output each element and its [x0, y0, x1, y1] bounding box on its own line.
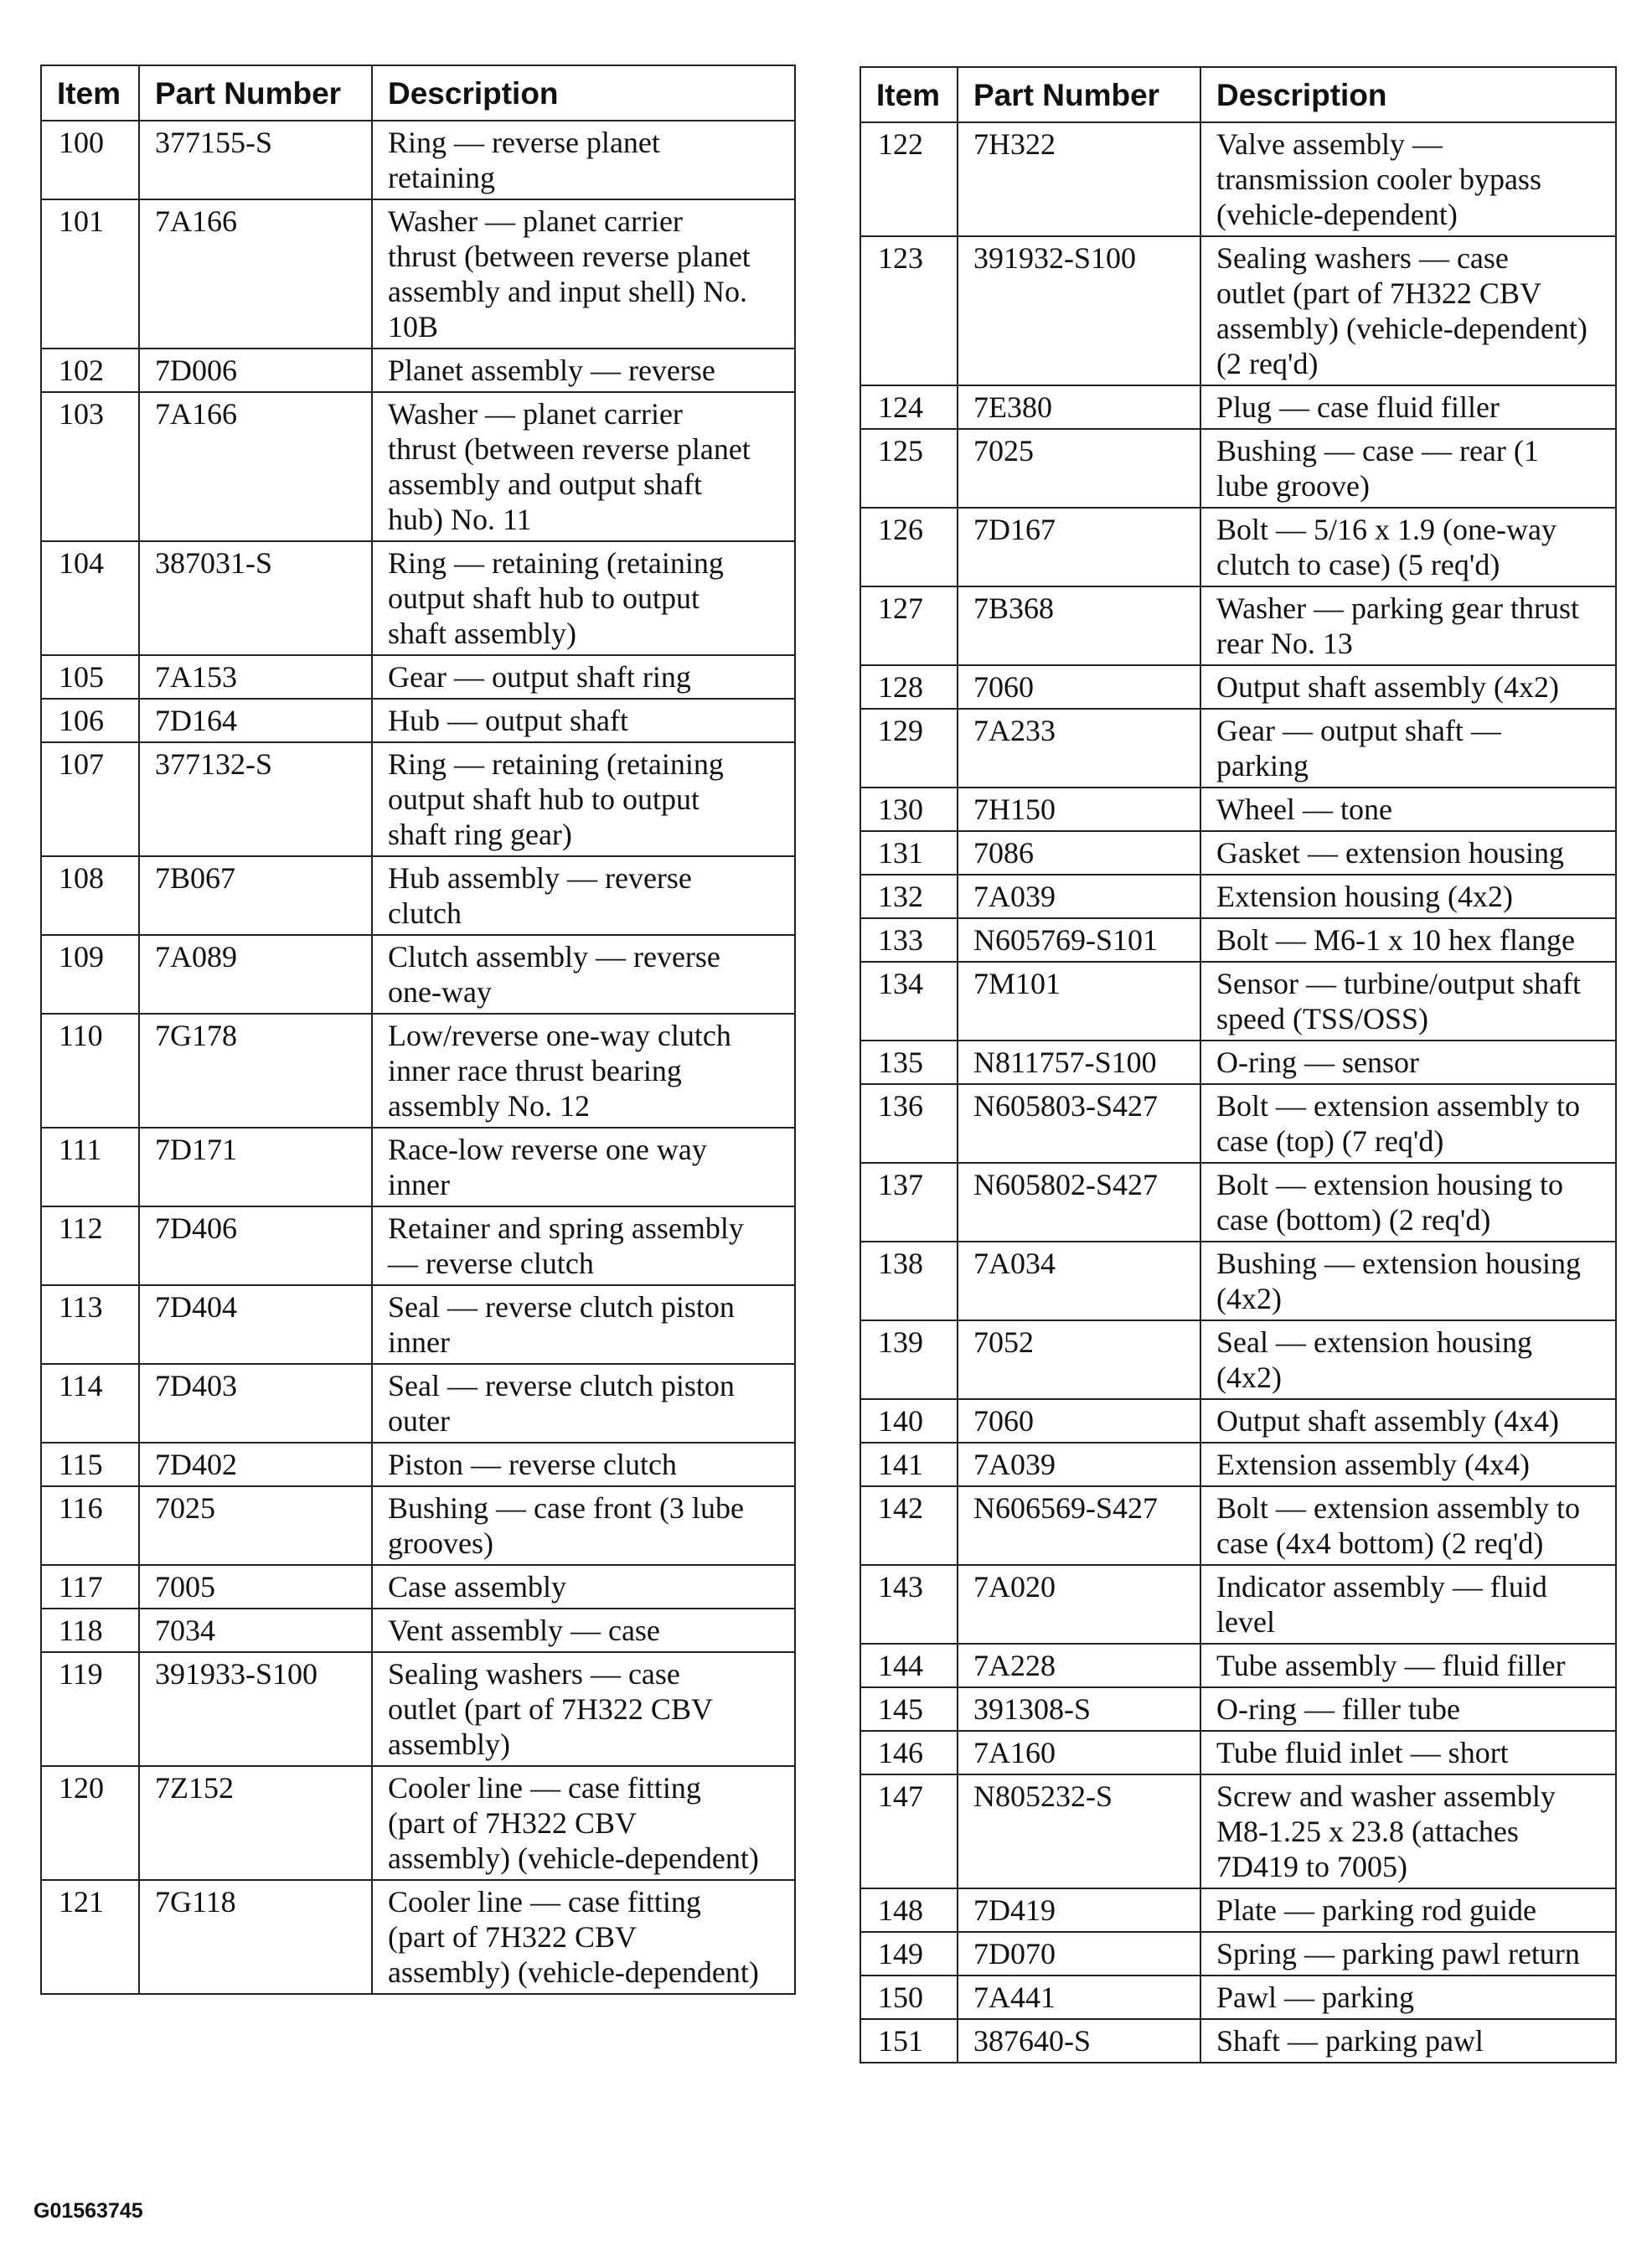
description-cell: Bolt — 5/16 x 1.9 (one-way clutch to case) (5 req'd) — [1200, 508, 1616, 586]
table-row — [860, 429, 1616, 508]
item-cell: 116 — [41, 1486, 139, 1565]
description-cell: Race-low reverse one way inner — [372, 1128, 795, 1206]
table-row — [860, 236, 1616, 385]
part-number-cell: 391308-S — [958, 1687, 1200, 1731]
part-number-cell: 7A039 — [958, 1443, 1200, 1486]
table-row — [41, 392, 795, 541]
description-cell: Bolt — extension assembly to case (top) (7 req'd) — [1200, 1084, 1616, 1163]
description-cell: Tube assembly — fluid filler — [1200, 1644, 1616, 1687]
description-cell: Tube fluid inlet — short — [1200, 1731, 1616, 1774]
description-cell: Hub assembly — reverse clutch — [372, 856, 795, 935]
description-cell: Sealing washers — case outlet (part of 7H322 CBV assembly) — [372, 1652, 795, 1766]
table-row — [41, 1652, 795, 1766]
part-number-cell: 7M101 — [958, 962, 1200, 1041]
table-row — [860, 665, 1616, 709]
table-row — [41, 1486, 795, 1565]
part-number-cell: 7G118 — [139, 1880, 372, 1994]
header-description: Description — [1200, 67, 1616, 122]
description-cell: Ring — retaining (retaining output shaft hub to output shaft assembly) — [372, 541, 795, 655]
table-row — [41, 1766, 795, 1880]
item-cell: 109 — [41, 935, 139, 1014]
description-cell: Shaft — parking pawl — [1200, 2019, 1616, 2063]
item-cell: 149 — [860, 1932, 958, 1976]
description-cell: Output shaft assembly (4x4) — [1200, 1399, 1616, 1443]
table-header-row — [860, 67, 1616, 122]
table-row — [41, 856, 795, 935]
item-cell: 110 — [41, 1014, 139, 1128]
item-cell: 107 — [41, 742, 139, 856]
part-number-cell: 7Z152 — [139, 1766, 372, 1880]
item-cell: 121 — [41, 1880, 139, 1994]
description-cell: Screw and washer assembly M8-1.25 x 23.8 (attaches 7D419 to 7005) — [1200, 1774, 1616, 1888]
part-number-cell: 7034 — [139, 1609, 372, 1652]
table-row — [41, 1364, 795, 1443]
description-cell: Bolt — extension assembly to case (4x4 bottom) (2 req'd) — [1200, 1486, 1616, 1565]
item-cell: 112 — [41, 1206, 139, 1285]
item-cell: 102 — [41, 349, 139, 392]
description-cell: Ring — reverse planet retaining — [372, 121, 795, 199]
table-row — [860, 1644, 1616, 1687]
part-number-cell: 387031-S — [139, 541, 372, 655]
part-number-cell: 7G178 — [139, 1014, 372, 1128]
header-item: Item — [860, 67, 958, 122]
table-row — [860, 1486, 1616, 1565]
item-cell: 135 — [860, 1041, 958, 1084]
part-number-cell: 7025 — [139, 1486, 372, 1565]
item-cell: 136 — [860, 1084, 958, 1163]
part-number-cell: N605769-S101 — [958, 918, 1200, 962]
part-number-cell: 7A020 — [958, 1565, 1200, 1644]
figure-code: G01563745 — [34, 2199, 143, 2223]
item-cell: 111 — [41, 1128, 139, 1206]
part-number-cell: 7D403 — [139, 1364, 372, 1443]
item-cell: 141 — [860, 1443, 958, 1486]
part-number-cell: 7A039 — [958, 875, 1200, 918]
description-cell: Bolt — M6-1 x 10 hex flange — [1200, 918, 1616, 962]
part-number-cell: 7D171 — [139, 1128, 372, 1206]
part-number-cell: N805232-S — [958, 1774, 1200, 1888]
part-number-cell: 7D404 — [139, 1285, 372, 1364]
table-row — [860, 875, 1616, 918]
part-number-cell: 7A233 — [958, 709, 1200, 788]
item-cell: 147 — [860, 1774, 958, 1888]
item-cell: 151 — [860, 2019, 958, 2063]
item-cell: 126 — [860, 508, 958, 586]
table-row — [41, 742, 795, 856]
item-cell: 103 — [41, 392, 139, 541]
description-cell: Gear — output shaft ring — [372, 655, 795, 699]
item-cell: 118 — [41, 1609, 139, 1652]
item-cell: 108 — [41, 856, 139, 935]
table-row — [860, 962, 1616, 1041]
table-row — [860, 1320, 1616, 1399]
table-row — [860, 2019, 1616, 2063]
table-row — [41, 1443, 795, 1486]
table-row — [41, 1609, 795, 1652]
table-row — [860, 1687, 1616, 1731]
description-cell: Seal — extension housing (4x2) — [1200, 1320, 1616, 1399]
item-cell: 150 — [860, 1976, 958, 2019]
description-cell: Ring — retaining (retaining output shaft hub to output shaft ring gear) — [372, 742, 795, 856]
table-row — [860, 1932, 1616, 1976]
description-cell: Low/reverse one-way clutch inner race thrust bearing assembly No. 12 — [372, 1014, 795, 1128]
item-cell: 131 — [860, 831, 958, 875]
part-number-cell: 7B067 — [139, 856, 372, 935]
item-cell: 114 — [41, 1364, 139, 1443]
table-row — [860, 1163, 1616, 1242]
table-row — [860, 1084, 1616, 1163]
table-row — [41, 935, 795, 1014]
header-description: Description — [372, 65, 795, 121]
part-number-cell: 7A441 — [958, 1976, 1200, 2019]
header-part-number: Part Number — [958, 67, 1200, 122]
item-cell: 146 — [860, 1731, 958, 1774]
part-number-cell: 7A166 — [139, 199, 372, 349]
table-row — [41, 1565, 795, 1609]
item-cell: 139 — [860, 1320, 958, 1399]
description-cell: Bushing — case front (3 lube grooves) — [372, 1486, 795, 1565]
item-cell: 140 — [860, 1399, 958, 1443]
description-cell: Plate — parking rod guide — [1200, 1888, 1616, 1932]
description-cell: Case assembly — [372, 1565, 795, 1609]
table-row — [860, 1242, 1616, 1320]
item-cell: 137 — [860, 1163, 958, 1242]
description-cell: Piston — reverse clutch — [372, 1443, 795, 1486]
table-row — [41, 1285, 795, 1364]
item-cell: 100 — [41, 121, 139, 199]
part-number-cell: N606569-S427 — [958, 1486, 1200, 1565]
part-number-cell: 7005 — [139, 1565, 372, 1609]
description-cell: Gear — output shaft — parking — [1200, 709, 1616, 788]
description-cell: Bolt — extension housing to case (bottom) (2 req'd) — [1200, 1163, 1616, 1242]
item-cell: 130 — [860, 788, 958, 831]
item-cell: 122 — [860, 122, 958, 236]
table-row — [860, 831, 1616, 875]
table-row — [860, 918, 1616, 962]
part-number-cell: 7D164 — [139, 699, 372, 742]
table-row — [860, 385, 1616, 429]
table-row — [860, 788, 1616, 831]
part-number-cell: 7A160 — [958, 1731, 1200, 1774]
description-cell: Indicator assembly — fluid level — [1200, 1565, 1616, 1644]
part-number-cell: 7A034 — [958, 1242, 1200, 1320]
description-cell: Cooler line — case fitting (part of 7H322 CBV assembly) (vehicle-dependent) — [372, 1766, 795, 1880]
description-cell: Washer — planet carrier thrust (between reverse planet assembly and output shaft hub) No. 11 — [372, 392, 795, 541]
part-number-cell: 7B368 — [958, 586, 1200, 665]
parts-table-left — [40, 65, 796, 1995]
part-number-cell: 7052 — [958, 1320, 1200, 1399]
description-cell: Clutch assembly — reverse one-way — [372, 935, 795, 1014]
description-cell: O-ring — sensor — [1200, 1041, 1616, 1084]
table-row — [41, 349, 795, 392]
table-row — [41, 199, 795, 349]
item-cell: 129 — [860, 709, 958, 788]
table-row — [41, 1128, 795, 1206]
description-cell: Sensor — turbine/output shaft speed (TSS/OSS) — [1200, 962, 1616, 1041]
part-number-cell: 7A089 — [139, 935, 372, 1014]
description-cell: Wheel — tone — [1200, 788, 1616, 831]
part-number-cell: 7E380 — [958, 385, 1200, 429]
table-row — [860, 1731, 1616, 1774]
part-number-cell: 391932-S100 — [958, 236, 1200, 385]
item-cell: 123 — [860, 236, 958, 385]
part-number-cell: 7025 — [958, 429, 1200, 508]
item-cell: 115 — [41, 1443, 139, 1486]
description-cell: Bushing — case — rear (1 lube groove) — [1200, 429, 1616, 508]
description-cell: Extension assembly (4x4) — [1200, 1443, 1616, 1486]
table-row — [860, 586, 1616, 665]
part-number-cell: 7D006 — [139, 349, 372, 392]
item-cell: 101 — [41, 199, 139, 349]
part-number-cell: 7D402 — [139, 1443, 372, 1486]
item-cell: 143 — [860, 1565, 958, 1644]
item-cell: 133 — [860, 918, 958, 962]
table-row — [41, 1206, 795, 1285]
table-row — [860, 1774, 1616, 1888]
table-row — [860, 1565, 1616, 1644]
description-cell: Output shaft assembly (4x2) — [1200, 665, 1616, 709]
table-row — [860, 122, 1616, 236]
description-cell: Gasket — extension housing — [1200, 831, 1616, 875]
part-number-cell: 7060 — [958, 665, 1200, 709]
part-number-cell: 7060 — [958, 1399, 1200, 1443]
description-cell: Planet assembly — reverse — [372, 349, 795, 392]
item-cell: 138 — [860, 1242, 958, 1320]
part-number-cell: N811757-S100 — [958, 1041, 1200, 1084]
description-cell: Plug — case fluid filler — [1200, 385, 1616, 429]
table-row — [860, 1976, 1616, 2019]
item-cell: 128 — [860, 665, 958, 709]
description-cell: Cooler line — case fitting (part of 7H322 CBV assembly) (vehicle-dependent) — [372, 1880, 795, 1994]
table-row — [41, 655, 795, 699]
item-cell: 120 — [41, 1766, 139, 1880]
item-cell: 106 — [41, 699, 139, 742]
part-number-cell: 391933-S100 — [139, 1652, 372, 1766]
table-header-row — [41, 65, 795, 121]
parts-table-right-body — [860, 122, 1616, 2063]
part-number-cell: 7H322 — [958, 122, 1200, 236]
description-cell: O-ring — filler tube — [1200, 1687, 1616, 1731]
item-cell: 127 — [860, 586, 958, 665]
part-number-cell: 7H150 — [958, 788, 1200, 831]
item-cell: 144 — [860, 1644, 958, 1687]
part-number-cell: 7A166 — [139, 392, 372, 541]
description-cell: Retainer and spring assembly — reverse clutch — [372, 1206, 795, 1285]
item-cell: 124 — [860, 385, 958, 429]
table-row — [860, 1399, 1616, 1443]
item-cell: 105 — [41, 655, 139, 699]
table-row — [860, 1888, 1616, 1932]
table-row — [860, 1041, 1616, 1084]
item-cell: 142 — [860, 1486, 958, 1565]
item-cell: 134 — [860, 962, 958, 1041]
description-cell: Washer — parking gear thrust rear No. 13 — [1200, 586, 1616, 665]
part-number-cell: 7086 — [958, 831, 1200, 875]
part-number-cell: 7D406 — [139, 1206, 372, 1285]
description-cell: Washer — planet carrier thrust (between reverse planet assembly and input shell) No. 10B — [372, 199, 795, 349]
item-cell: 125 — [860, 429, 958, 508]
description-cell: Valve assembly — transmission cooler bypass (vehicle-dependent) — [1200, 122, 1616, 236]
table-row — [860, 709, 1616, 788]
description-cell: Hub — output shaft — [372, 699, 795, 742]
item-cell: 132 — [860, 875, 958, 918]
part-number-cell: 7D070 — [958, 1932, 1200, 1976]
part-number-cell: 7A228 — [958, 1644, 1200, 1687]
item-cell: 113 — [41, 1285, 139, 1364]
part-number-cell: N605802-S427 — [958, 1163, 1200, 1242]
table-row — [41, 121, 795, 199]
item-cell: 148 — [860, 1888, 958, 1932]
header-part-number: Part Number — [139, 65, 372, 121]
table-row — [41, 1014, 795, 1128]
header-item: Item — [41, 65, 139, 121]
item-cell: 104 — [41, 541, 139, 655]
item-cell: 117 — [41, 1565, 139, 1609]
part-number-cell: 387640-S — [958, 2019, 1200, 2063]
part-number-cell: 7A153 — [139, 655, 372, 699]
table-row — [41, 541, 795, 655]
description-cell: Spring — parking pawl return — [1200, 1932, 1616, 1976]
description-cell: Seal — reverse clutch piston inner — [372, 1285, 795, 1364]
part-number-cell: 7D419 — [958, 1888, 1200, 1932]
table-row — [860, 508, 1616, 586]
description-cell: Bushing — extension housing (4x2) — [1200, 1242, 1616, 1320]
description-cell: Vent assembly — case — [372, 1609, 795, 1652]
parts-table-left-body — [41, 121, 795, 1994]
description-cell: Sealing washers — case outlet (part of 7H322 CBV assembly) (vehicle-dependent) (2 req'd) — [1200, 236, 1616, 385]
description-cell: Seal — reverse clutch piston outer — [372, 1364, 795, 1443]
description-cell: Pawl — parking — [1200, 1976, 1616, 2019]
part-number-cell: 377132-S — [139, 742, 372, 856]
part-number-cell: 377155-S — [139, 121, 372, 199]
table-row — [41, 1880, 795, 1994]
item-cell: 145 — [860, 1687, 958, 1731]
table-row — [860, 1443, 1616, 1486]
description-cell: Extension housing (4x2) — [1200, 875, 1616, 918]
table-row — [41, 699, 795, 742]
item-cell: 119 — [41, 1652, 139, 1766]
parts-table-right — [860, 66, 1617, 2063]
part-number-cell: N605803-S427 — [958, 1084, 1200, 1163]
part-number-cell: 7D167 — [958, 508, 1200, 586]
